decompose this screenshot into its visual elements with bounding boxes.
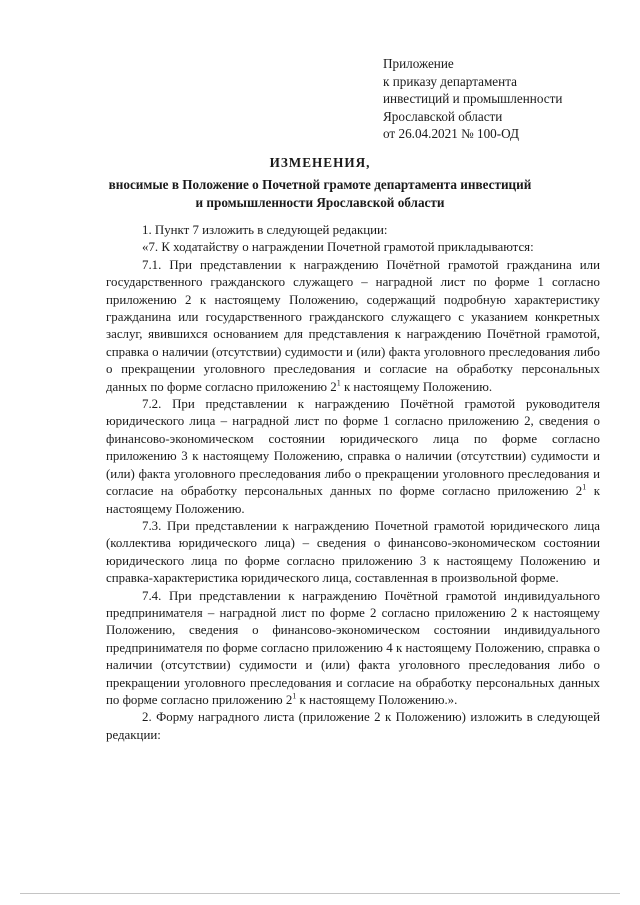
appendix-line: к приказу департамента <box>383 73 517 89</box>
document-heading: ИЗМЕНЕНИЯ, <box>269 155 371 170</box>
appendix-block <box>383 55 562 143</box>
paragraph-2-form: 2. Форму наградного листа (приложение 2 к Положению) изложить в следующей редакции: <box>106 710 600 742</box>
document-subtitle-line-2: и промышленности Ярославской области <box>195 195 445 210</box>
paragraph-7-4: 7.4. При представлении к награждению Почётной грамотой индивидуального предпринимателя – наградной лист по форме 2 согласно приложению 2 к настоящему Положению, сведения о финансово-экономическом состоянии индивидуального предпринимателя по форме согласно приложению 4 к настоящему Положению, справка о наличии (отсутствии) судимости и (или) факта уголовного преследования либо о прекращении уголовного преследования и согласие на обработку персональных данных по форме согласно приложению $2^1$ к настоящему Положению.». <box>106 588 600 707</box>
appendix-line: Приложение <box>383 56 454 71</box>
paragraph-7-1: 7.1. При представлении к награждению Почётной грамотой гражданина или государственного гражданского служащего – наградной лист по форме 1 согласно приложению 2 к настоящему Положению, содержащий подробную характеристику гражданина или государственного гражданского служащего с указанием конкретных заслуг, явившихся основанием для представления к награждению Почётной грамотой, справка о наличии (отсутствии) судимости и (или) факта уголовного преследования либо о прекращении уголовного преследования и согласие на обработку персональных данных по форме согласно приложению $2^1$ к настоящему Положению. <box>106 257 600 394</box>
appendix-line: инвестиций и промышленности <box>383 91 563 107</box>
paragraph-7-2: 7.2. При представлении к награждению Почётной грамотой руководителя юридического лица – наградной лист по форме 1 согласно приложению 2, сведения о финансово-экономическом состоянии юридического лица по форме согласно приложению 3 к настоящему Положению, справка о наличии (отсутствии) судимости и (или) факта уголовного преследования либо о прекращении уголовного преследования и согласие на обработку персональных данных по форме согласно приложению $2^1$ к настоящему Положению. <box>106 397 600 516</box>
document-subtitle-line-1: вносимые в Положение о Почетной грамоте департамента инвестиций <box>108 177 532 192</box>
appendix-line: Ярославской области <box>383 108 503 124</box>
paragraph-2: «7. К ходатайству о награждении Почетной грамотой прикладываются: <box>142 240 534 255</box>
paragraph-1: 1. Пункт 7 изложить в следующей редакции: <box>142 223 388 237</box>
document-body <box>106 222 600 744</box>
scan-artifact <box>20 893 620 894</box>
paragraph-7-3: 7.3. При представлении к награждению Почетной грамотой юридического лица (коллектива юридического лица) – сведения о финансово-экономическом состоянии юридического лица по форме согласно приложению 3 к настоящему Положению и справка-характеристика юридического лица, составленная в произвольной форме. <box>106 518 600 586</box>
appendix-line: от 26.04.2021 № 100-ОД <box>383 126 520 142</box>
